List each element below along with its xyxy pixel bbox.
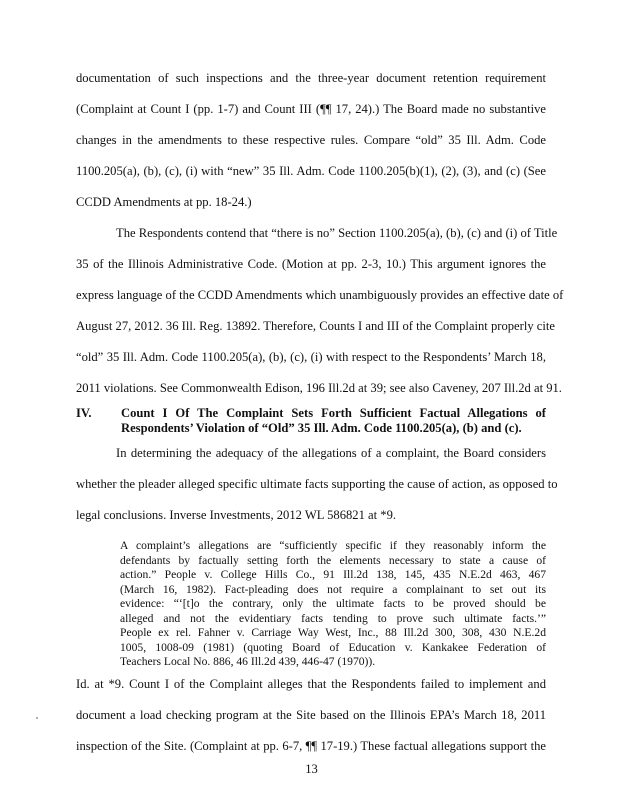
paragraph-3-line: whether the pleader alleged specific ultimate facts supporting the cause of action, as opposed to	[76, 477, 558, 491]
paragraph-2-line: express language of the CCDD Amendments which unambiguously provides an effective date of	[76, 288, 564, 302]
paragraph-1-line: changes in the amendments to these respective rules. Compare “old” 35 Ill. Adm. Code	[76, 133, 546, 147]
paragraph-2-line: 2011 violations. See Commonwealth Edison, 196 Ill.2d at 39; see also Caveney, 207 Ill.2d at 91.	[76, 381, 562, 395]
paragraph-3-line: legal conclusions. Inverse Investments, 2012 WL 586821 at *9.	[76, 508, 397, 522]
paragraph-4-line: document a load checking program at the Site based on the Illinois EPA’s March 18, 2011	[76, 708, 546, 722]
block-quote-line: 1005, 1008-09 (1981) (quoting Board of Education v. Kankakee Federation of	[120, 640, 546, 654]
paragraph-4-line: Id. at *9. Count I of the Complaint alleges that the Respondents failed to implement and	[76, 677, 546, 691]
paragraph-2-line: “old” 35 Ill. Adm. Code 1100.205(a), (b), (c), (i) with respect to the Respondents’ March 18,	[76, 350, 546, 364]
section-heading	[76, 406, 546, 438]
block-quote-line: Teachers Local No. 886, 46 Ill.2d 439, 446-47 (1970)).	[120, 655, 376, 668]
paragraph-1-line: CCDD Amendments at pp. 18-24.)	[76, 195, 252, 209]
block-quote-line: (March 16, 1982). Fact-pleading does not require a complainant to set out its	[120, 582, 546, 596]
paragraph-2-line: The Respondents contend that “there is no” Section 1100.205(a), (b), (c) and (i) of Title	[116, 226, 558, 240]
paragraph-1-line: (Complaint at Count I (pp. 1-7) and Count III (¶¶ 17, 24).) The Board made no substantive	[76, 102, 546, 116]
paragraph-2-line: 35 of the Illinois Administrative Code. (Motion at pp. 2-3, 10.) This argument ignores the	[76, 257, 546, 271]
block-quote-line: People ex rel. Fahner v. Carriage Way West, Inc., 88 Ill.2d 300, 308, 430 N.E.2d	[120, 626, 546, 639]
block-quote-line: defendants by factually setting forth the elements necessary to state a cause of	[120, 553, 546, 567]
block-quote-line: A complaint’s allegations are “sufficiently specific if they reasonably inform the	[120, 539, 546, 552]
paragraph-3-line: In determining the adequacy of the allegations of a complaint, the Board considers	[116, 446, 546, 460]
paragraph-1-line: 1100.205(a), (b), (c), (i) with “new” 35 Ill. Adm. Code 1100.205(b)(1), (2), (3), and (c) (See	[76, 164, 546, 178]
section-title-line: Respondents’ Violation of “Old” 35 Ill. Adm. Code 1100.205(a), (b) and (c).	[121, 421, 522, 435]
paragraph-1-line: documentation of such inspections and the three-year document retention requirement	[76, 71, 546, 85]
page-number: 13	[305, 762, 318, 776]
block-quote-line: evidence: “‘[t]o the contrary, only the ultimate facts to be proved should be	[120, 597, 546, 610]
section-number: IV.	[76, 406, 92, 420]
block-quote-line: action.” People v. College Hills Co., 91 Ill.2d 138, 145, 435 N.E.2d 463, 467	[120, 568, 546, 581]
paragraph-4-line: inspection of the Site. (Complaint at pp. 6-7, ¶¶ 17-19.) These factual allegations support the	[76, 739, 546, 753]
scan-speck	[36, 717, 38, 719]
paragraph-2-line: August 27, 2012. 36 Ill. Reg. 13892. Therefore, Counts I and III of the Complaint properly cite	[76, 319, 555, 333]
block-quote	[120, 539, 546, 670]
section-title-line: Count I Of The Complaint Sets Forth Sufficient Factual Allegations of	[121, 406, 546, 420]
block-quote-line: alleged and not the evidentiary facts tending to prove such ultimate facts.’”	[120, 611, 546, 625]
